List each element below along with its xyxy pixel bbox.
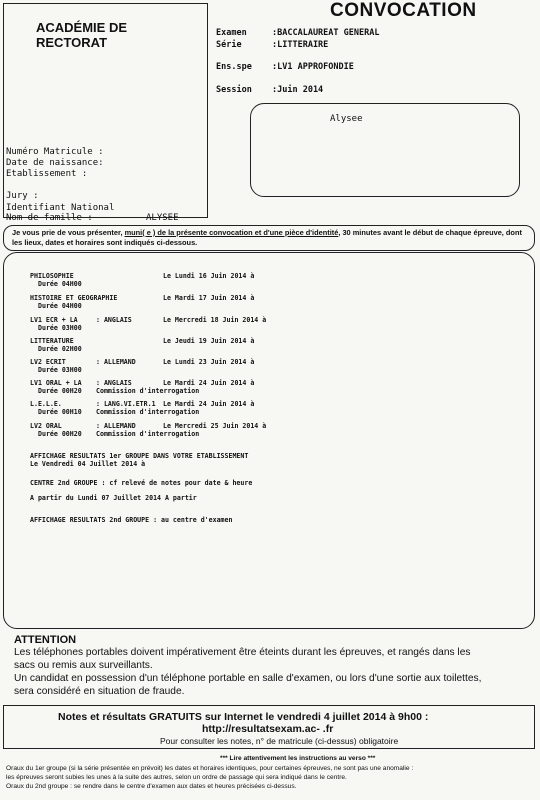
page-title: CONVOCATION [330,0,477,21]
results-announcement: Notes et résultats GRATUITS sur Internet le vendredi 4 juillet 2014 à 9h00 : [58,711,429,723]
matricule-label: Numéro Matricule : [6,147,104,157]
results-display-1st-date: Le Vendredi 04 Juillet 2014 à [30,460,146,468]
identifiant-label: Identifiant National [6,203,115,213]
footer-line: Oraux du 2nd groupe : se rendre dans le centre d'examen aux dates et heures précisées ci-dessus. [6,783,297,790]
candidate-name: Alysee [330,114,363,124]
footer-line: les épreuves seront subies les unes à la suite des autres, selon un ordre de passage qui sera indiqué dans le centre. [6,774,347,781]
attention-heading: ATTENTION [14,634,77,646]
results-display-2nd: AFFICHAGE RESULTATS 2nd GROUPE : au centre d'examen [30,516,233,524]
family-name-value: ALYSEE [146,213,179,223]
notice-text: Je vous prie de vous présenter, muni( e ) de la présente convocation et d'une pièce d'identité, 30 minutes avant le début de chaque épreuve, dont les lieux, dates et horaires sont indiqués ci-dessous. [12,228,522,247]
candidate-address-box [250,103,520,197]
jury-label: Jury : [6,191,39,201]
notice-muni: muni( e ) de la présente convocation et d'une pièce d'identité [124,228,339,237]
schedule-box [3,252,535,629]
birthdate-label: Date de naissance: [6,158,104,168]
centre-2nd-group: CENTRE 2nd GROUPE : cf relevé de notes pour date & heure [30,479,253,487]
from-date: A partir du Lundi 07 Juillet 2014 A partir [30,494,197,502]
attention-text: Les téléphones portables doivent impérativement être éteints durant les épreuves, et rangés dans les sacs ou remis aux surveillants. Un candidat en possession d'un téléphone portable en salle d'examen, ou lors d'une sortie aux toilettes, sera considéré en situation de fraude. [14,647,482,697]
results-note: Pour consulter les notes, n° de matricule (ci-dessus) obligatoire [160,736,399,746]
results-url[interactable]: http://resultatsexam.ac- .fr [202,723,334,735]
etablissement-label: Etablissement : [6,169,88,179]
results-display-1st: AFFICHAGE RESULTATS 1er GROUPE DANS VOTRE ETABLISSEMENT [30,452,249,460]
footer-heading: *** Lire attentivement les instructions au verso *** [220,755,376,762]
academie-title: ACADÉMIE DE RECTORAT [36,20,128,50]
family-name-label: Nom de famille : [6,213,93,223]
footer-line: Oraux du 1er groupe (si la série présentée en prévoit) les dates et horaires identiques, pour certaines épreuves, ne sont pas une anomalie : [6,765,414,772]
